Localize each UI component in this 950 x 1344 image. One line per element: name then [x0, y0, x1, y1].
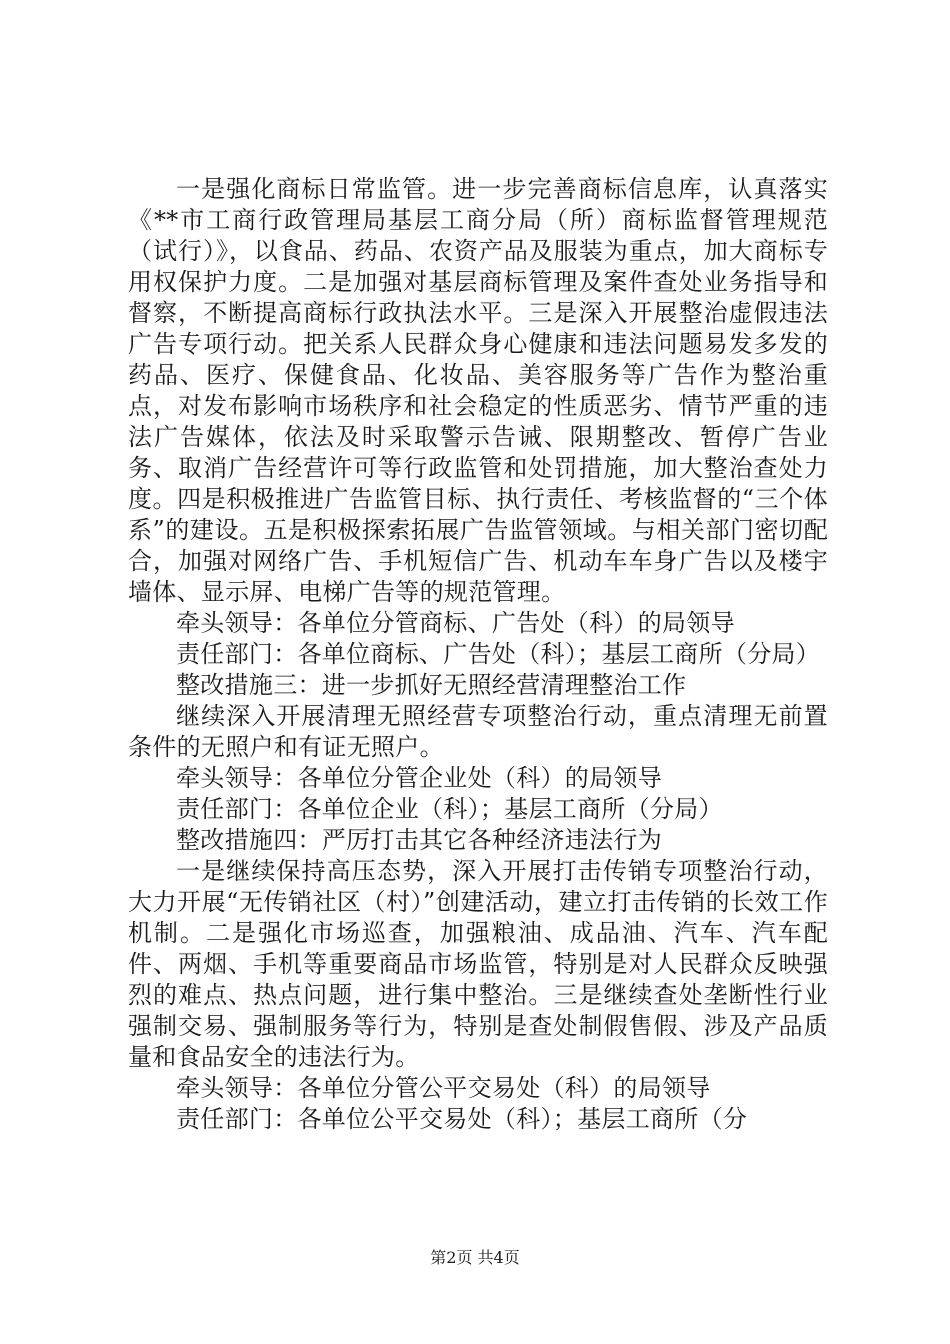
paragraph-responsible-dept-trademark: 责任部门：各单位商标、广告处（科）；基层工商所（分局） — [176, 640, 821, 668]
paragraph-lead-leader-enterprise: 牵头领导：各单位分管企业处（科）的局领导 — [176, 764, 662, 792]
paragraph-measure-three-body: 继续深入开展清理无照经营专项整治行动，重点清理无前置条件的无照户和有证无照户。 — [128, 702, 828, 761]
paragraph-measure-four-heading: 整改措施四：严厉打击其它各种经济违法行为 — [176, 826, 662, 854]
paragraph-lead-leader-fair-trade: 牵头领导：各单位分管公平交易处（科）的局领导 — [176, 1074, 711, 1102]
paragraph-measure-four-body: 一是继续保持高压态势，深入开展打击传销专项整治行动，大力开展“无传销社区（村）”创建活动，建立打击传销的长效工作机制。二是强化市场巡查，加强粮油、成品油、汽车、汽车配件、两烟、手机等重要商品市场监管，特别是对人民群众反映强烈的难点、热点问题，进行集中整治。三是继续查处垄断性行业强制交易、强制服务等行为，特别是查处制假售假、涉及产品质量和食品安全的违法行为。 — [128, 857, 828, 1071]
paragraph-trademark-advertising-measures: 一是强化商标日常监管。进一步完善商标信息库，认真落实《**市工商行政管理局基层工商分局（所）商标监督管理规范（试行）》，以食品、药品、农资产品及服装为重点，加大商标专用权保护力度。二是加强对基层商标管理及案件查处业务指导和督察，不断提高商标行政执法水平。三是深入开展整治虚假违法广告专项行动。把关系人民群众身心健康和违法问题易发多发的药品、医疗、保健食品、化妆品、美容服务等广告作为整治重点，对发布影响市场秩序和社会稳定的性质恶劣、情节严重的违法广告媒体，依法及时采取警示告诫、限期整改、暂停广告业务、取消广告经营许可等行政监管和处罚措施，加大整治查处力度。四是积极推进广告监管目标、执行责任、考核监督的“三个体系”的建设。五是积极探索拓展广告监管领域。与相关部门密切配合，加强对网络广告、手机短信广告、机动车车身广告以及楼宇墙体、显示屏、电梯广告等的规范管理。 — [128, 175, 828, 606]
paragraph-responsible-dept-fair-trade: 责任部门：各单位公平交易处（科）；基层工商所（分 — [176, 1105, 748, 1133]
paragraph-measure-three-heading: 整改措施三：进一步抓好无照经营清理整治工作 — [176, 671, 687, 699]
page-number-footer: 第2页 共4页 — [430, 1248, 520, 1267]
paragraph-responsible-dept-enterprise: 责任部门：各单位企业（科）；基层工商所（分局） — [176, 795, 723, 823]
document-body — [128, 174, 828, 1135]
paragraph-lead-leader-trademark: 牵头领导：各单位分管商标、广告处（科）的局领导 — [176, 609, 735, 637]
